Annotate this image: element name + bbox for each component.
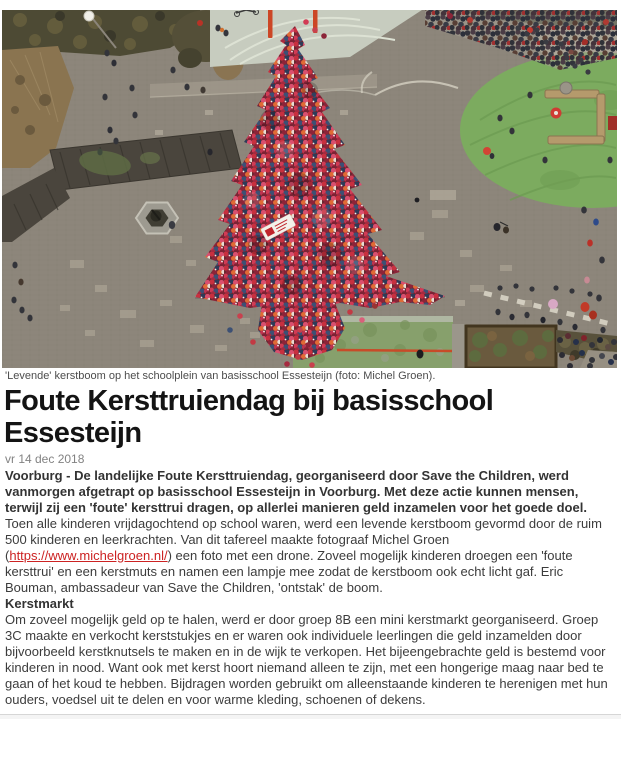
aerial-photo-illustration: [2, 10, 617, 368]
bottom-divider: [0, 714, 621, 719]
paragraph-text: Toen alle kinderen vrijdagochtend op school waren, werd een levende kerstboom gevormd door de ruim 500 kinderen en leerkrachten. Van dit tafereel maakte fotograaf Michel Groen (: [5, 516, 602, 563]
orange-post: [268, 10, 273, 38]
body-paragraph-2: Om zoveel mogelijk geld op te halen, werd er door groep 8B een mini kerstmarkt georganiseerd. Groep 3C maakte en verkocht kerststukjes en er waren ook individuele leerlingen die geld inzamelden door bijvoorbeeld kerstknutsels te maken en in de wijk te verkopen. Het bijeengebrachte geld is bestemd voor kinderen in nood. Want ook met kerst hoort niemand alleen te zijn, met een hongerige maag naar bed te gaan of het koud te hebben. Bijdragen worden gebruikt om alleenstaande kinderen te herenigen met hun ouders, voedsel uit te delen en voor warme kleding, schoenen of dekens.: [5, 612, 608, 707]
photo-caption: 'Levende' kerstboom op het schoolplein van basisschool Essesteijn (foto: Michel Groen).: [5, 370, 436, 382]
article-date: vr 14 dec 2018: [5, 452, 85, 466]
subheading-kerstmarkt: Kerstmarkt: [5, 596, 74, 611]
headline: Foute Kersttruiendag bij basisschool Essesteijn: [4, 385, 494, 449]
fountain: [136, 203, 178, 234]
article-page: [0, 10, 621, 719]
michelgroen-link[interactable]: https://www.michelgroen.nl/: [9, 548, 168, 563]
body-paragraph-1: [5, 516, 616, 596]
lead-paragraph: Voorburg - De landelijke Foute Kersttruiendag, georganiseerd door Save the Children, werd vanmorgen afgetrapt op basisschool Essesteijn in Voorburg. Met deze actie kunnen mensen, terwijl zij een 'foute' kersttrui dragen, op allerlei manieren geld inzamelen voor het goede doel.: [5, 468, 587, 515]
paragraph-text: ) een foto met een drone. Zoveel mogelijk kinderen droegen een 'foute kersttrui' en een kerstmuts en namen een lampje mee zodat de kerstboom ook echt licht gaf. Eric Bouman, ambassadeur van Save the Children, 'ontstak' de boom.: [5, 548, 573, 595]
article-photo: [2, 10, 617, 368]
